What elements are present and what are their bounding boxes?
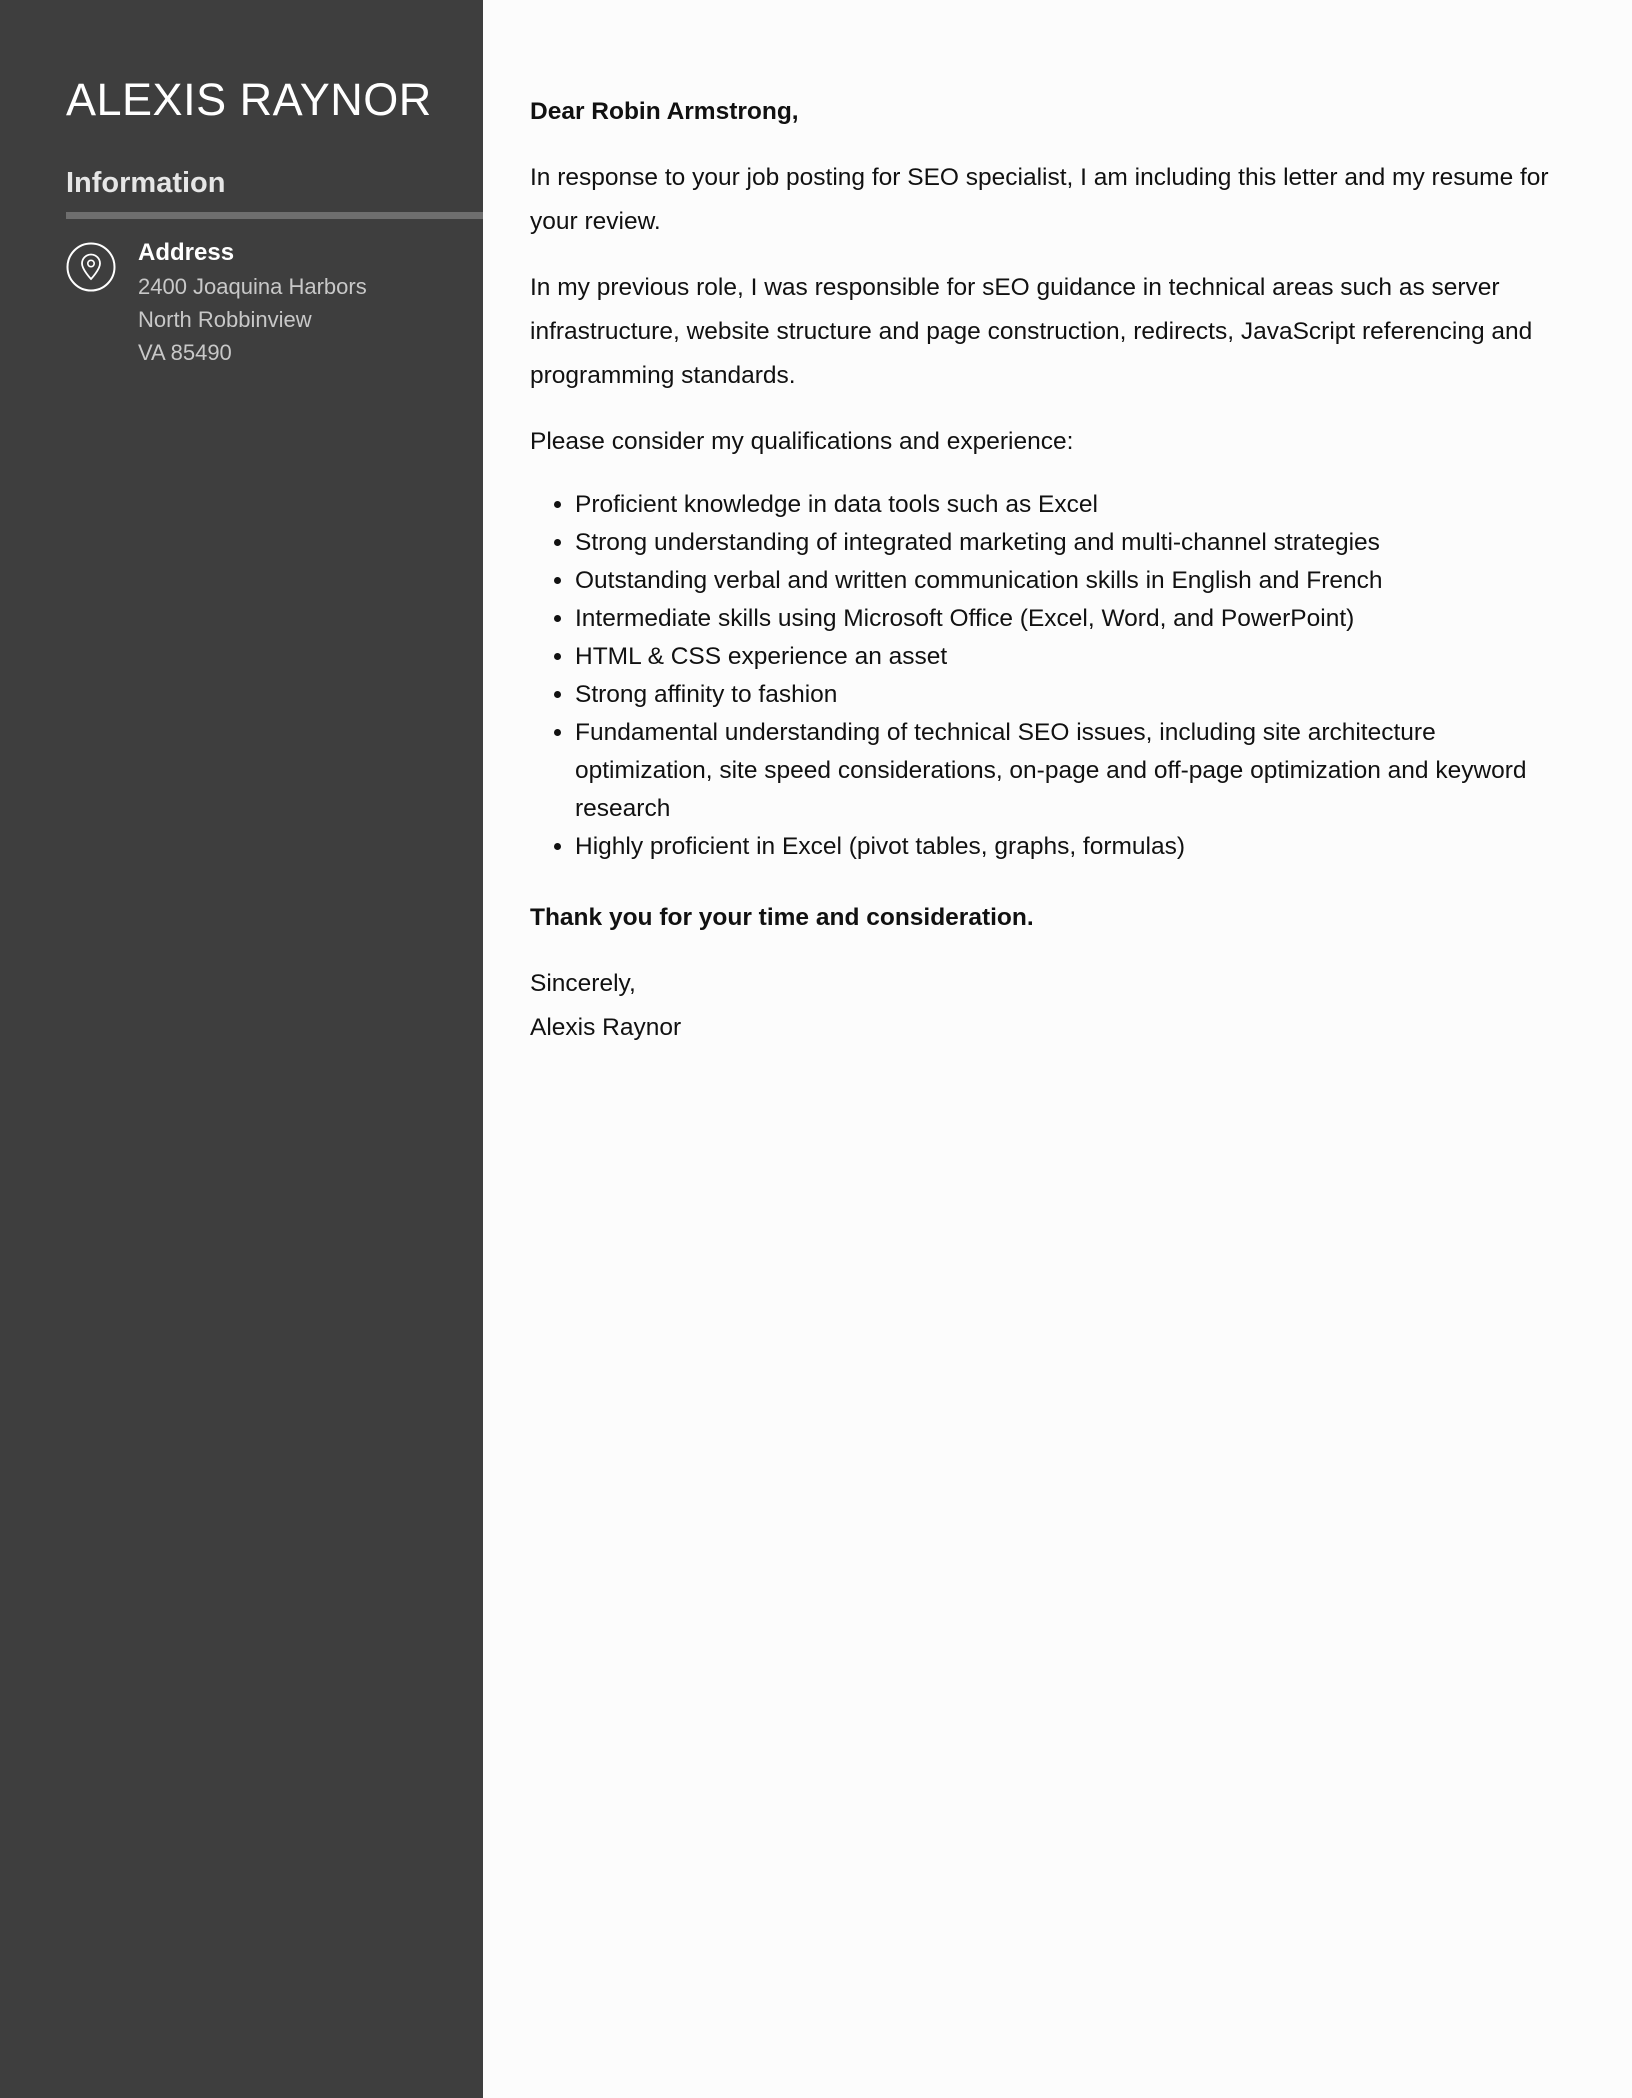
list-item: • Highly proficient in Excel (pivot tables, graphs, formulas) [575, 828, 1570, 866]
letter-body [530, 90, 1570, 1050]
qualifications-list [530, 486, 1570, 866]
section-title-information: Information [66, 167, 226, 199]
list-item: • HTML & CSS experience an asset [575, 638, 1570, 676]
letter-greeting: Dear Robin Armstrong, [530, 98, 799, 125]
address-line: North Robbinview [138, 307, 312, 332]
list-item: • Strong understanding of integrated marketing and multi-channel strategies [575, 524, 1570, 562]
list-item: • Strong affinity to fashion [575, 676, 1570, 714]
sidebar [0, 0, 483, 2098]
letter-closing: Thank you for your time and consideration. [530, 904, 1034, 931]
address-line: 2400 Joaquina Harbors [138, 274, 367, 299]
letter-paragraph: In response to your job posting for SEO specialist, I am including this letter and my resume for your review. [530, 164, 1549, 235]
list-item: • Proficient knowledge in data tools such as Excel [575, 486, 1570, 524]
location-pin-icon [66, 242, 116, 292]
address-line: VA 85490 [138, 340, 232, 365]
section-divider [66, 212, 483, 219]
list-item: • Outstanding verbal and written communication skills in English and French [575, 562, 1570, 600]
letter-paragraph: In my previous role, I was responsible for sEO guidance in technical areas such as server infrastructure, website structure and page construction, redirects, JavaScript referencing and programming standards. [530, 274, 1533, 389]
applicant-name: ALEXIS RAYNOR [66, 74, 432, 125]
signature-name: Alexis Raynor [530, 1014, 682, 1041]
list-item: • Intermediate skills using Microsoft Office (Excel, Word, and PowerPoint) [575, 600, 1570, 638]
letter-paragraph: Please consider my qualifications and experience: [530, 428, 1074, 455]
address-label: Address [138, 239, 235, 266]
letter-signoff: Sincerely, [530, 970, 636, 997]
list-item: • Fundamental understanding of technical SEO issues, including site architecture optimization, site speed considerations, on-page and off-page optimization and keyword research [575, 714, 1570, 828]
address-block [138, 270, 367, 369]
